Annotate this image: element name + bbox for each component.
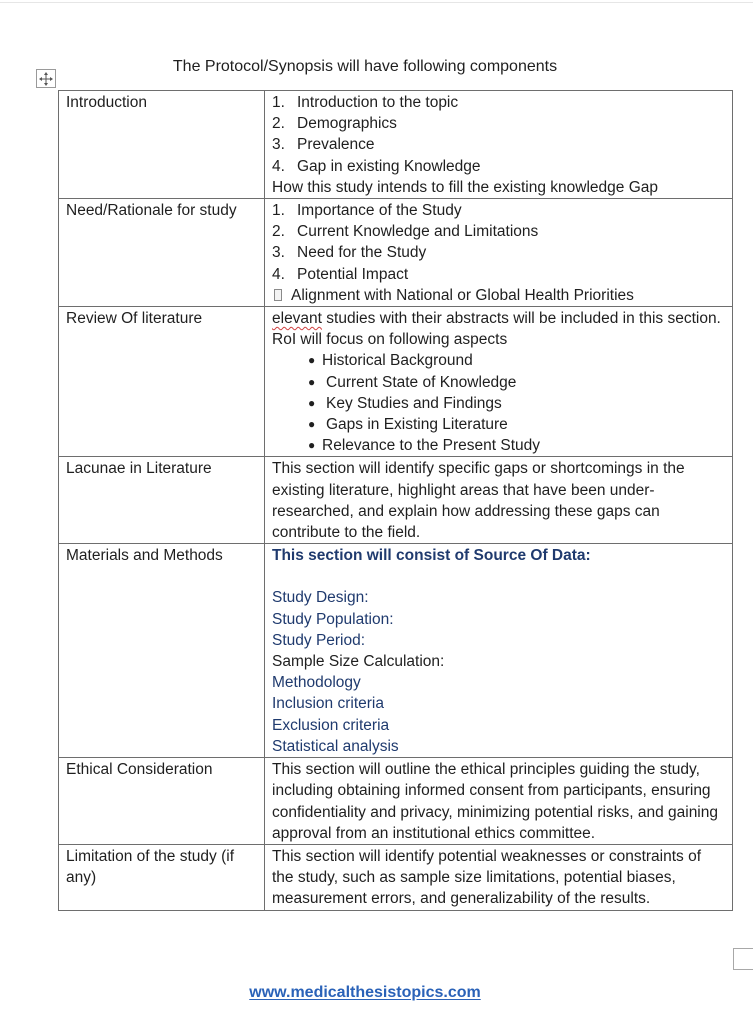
page-top-edge <box>0 2 753 3</box>
list-text: Importance of the Study <box>297 202 462 220</box>
method-item: Inclusion criteria <box>272 695 384 713</box>
list-item <box>272 200 726 221</box>
list-item <box>308 372 726 393</box>
method-item: Sample Size Calculation: <box>272 653 445 671</box>
row-label: Lacunae in Literature <box>59 457 265 544</box>
list-text: Historical Background <box>322 352 473 370</box>
table-row-need-rationale <box>59 199 733 307</box>
list-number: 2. <box>272 115 285 133</box>
bullet-icon: ● <box>308 417 316 432</box>
bullet-list <box>272 350 726 456</box>
row-content <box>265 307 733 457</box>
section-heading: This section will consist of Source Of Data: <box>272 547 591 565</box>
list-text: Current State of Knowledge <box>326 373 517 391</box>
row-label: Materials and Methods <box>59 544 265 758</box>
list-number: 3. <box>272 244 285 262</box>
row-content: This section will identify specific gaps or shortcomings in the existing literature, highlight areas that have been under-researched, and explain how addressing these gaps can contribute to the field. <box>265 457 733 544</box>
row-note: How this study intends to fill the existing knowledge Gap <box>272 178 658 196</box>
table-row-introduction <box>59 91 733 199</box>
method-item: Study Population: <box>272 610 394 628</box>
list-text: Key Studies and Findings <box>326 394 502 412</box>
method-item: Exclusion criteria <box>272 716 390 734</box>
list-text: Need for the Study <box>297 244 427 262</box>
list-text: Introduction to the topic <box>297 94 459 111</box>
table-resize-handle[interactable] <box>733 948 753 970</box>
list-text: Current Knowledge and Limitations <box>297 223 539 241</box>
missing-glyph-box-icon <box>274 289 282 301</box>
list-item <box>308 350 726 371</box>
row-content <box>265 199 733 307</box>
table-row-limitation <box>59 844 733 910</box>
list-item <box>272 156 726 177</box>
list-item <box>272 134 726 155</box>
list-text: Demographics <box>297 115 397 133</box>
row-label: Need/Rationale for study <box>59 199 265 307</box>
list-number: 3. <box>272 136 285 154</box>
bullet-icon: ● <box>308 374 316 389</box>
list-text: Gap in existing Knowledge <box>297 157 481 175</box>
row-intro <box>272 308 726 350</box>
list-number: 4. <box>272 265 285 283</box>
row-label: Review Of literature <box>59 307 265 457</box>
list-text: Prevalence <box>297 136 375 154</box>
row-content <box>265 544 733 758</box>
row-content: This section will outline the ethical principles guiding the study, including obtaining informed consent from participants, ensuring confidentiality and privacy, minimizing potential risks, and gaining approval from an institutional ethics committee. <box>265 758 733 845</box>
method-item: Methodology <box>272 674 361 692</box>
list-number: 1. <box>272 202 285 220</box>
document-title: The Protocol/Synopsis will have following components <box>172 58 558 75</box>
list-item <box>308 435 726 456</box>
bullet-icon: ● <box>308 438 316 453</box>
method-item: Study Design: <box>272 589 369 607</box>
row-content <box>265 91 733 199</box>
row-label: Limitation of the study (if any) <box>59 844 265 910</box>
intro-text: studies with their abstracts will be included in this section. RoI will focus on following aspects <box>272 310 721 349</box>
move-arrows-icon <box>39 72 53 86</box>
table-row-review-of-literature <box>59 307 733 457</box>
table-row-materials-methods <box>59 544 733 758</box>
method-item: Study Period: <box>272 631 366 649</box>
row-label: Ethical Consideration <box>59 758 265 845</box>
numbered-list <box>272 92 726 177</box>
list-text: Alignment with National or Global Health Priorities <box>291 286 634 304</box>
list-number: 1. <box>272 94 285 111</box>
list-number: 2. <box>272 223 285 241</box>
bullet-icon: ● <box>308 353 316 368</box>
list-item <box>308 393 726 414</box>
protocol-components-table <box>58 90 733 911</box>
misspelled-word[interactable]: elevant <box>272 310 322 328</box>
table-move-handle[interactable] <box>36 69 56 88</box>
list-number: 4. <box>272 157 285 175</box>
website-link[interactable]: www.medicalthesistopics.com <box>249 984 481 1001</box>
list-item <box>272 221 726 242</box>
list-item <box>308 414 726 435</box>
row-content: This section will identify potential weaknesses or constraints of the study, such as sample size limitations, potential biases, measurement errors, and generalizability of the results. <box>265 844 733 910</box>
list-text: Gaps in Existing Literature <box>326 416 508 434</box>
symbol-list-item <box>272 285 726 306</box>
table-row-lacunae <box>59 457 733 544</box>
table-row-ethical-consideration <box>59 758 733 845</box>
row-label: Introduction <box>59 91 265 199</box>
blank-line <box>272 566 726 587</box>
bullet-icon: ● <box>308 395 316 410</box>
numbered-list <box>272 200 726 285</box>
list-item <box>272 264 726 285</box>
list-text: Potential Impact <box>297 265 409 283</box>
list-text: Relevance to the Present Study <box>322 437 540 455</box>
method-item: Statistical analysis <box>272 737 399 755</box>
list-item <box>272 92 726 113</box>
list-item <box>272 242 726 263</box>
list-item <box>272 113 726 134</box>
